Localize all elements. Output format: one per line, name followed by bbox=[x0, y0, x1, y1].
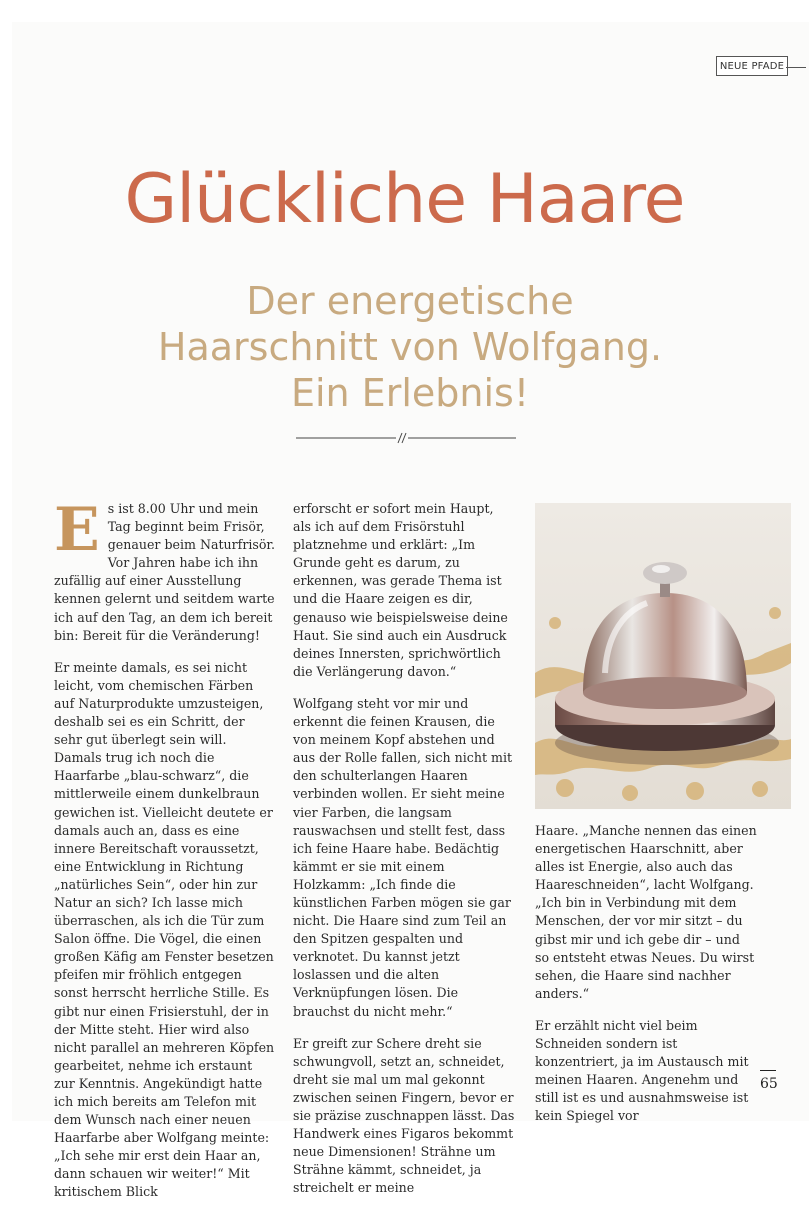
paragraph: erforscht er sofort mein Haupt, als ich auf dem Frisörstuhl platznehme und erklärt: „Im Grunde geht es darum, zu erkennen, was gerade Thema ist und die Haare zeigen es dir, genauso wie beispielsweise deine Haut. Sie sind auch ein Ausdruck deines Innersten, sprichwörtlich die Verlängerung davon.“ bbox=[293, 501, 508, 679]
service-bell-photo bbox=[535, 503, 791, 809]
paragraph: Er meinte damals, es sei nicht leicht, vom chemischen Färben auf Naturprodukte umzusteigen, deshalb sei es ein Schritt, der sehr gut überlegt sein will. Damals trug ich noch die Haarfarbe „blau-schwarz“, die mittlerweile einem dunkelbraun gewichen ist. Vielleicht deutete er damals auch an, dass es eine innere Bereitschaft voraussetzt, eine Entwicklung in Richtung „natürliches Sein“, oder hin zur Natur an sich? Ich lasse mich überraschen, als ich die Tür zum Salon öffne. Die Vögel, die einen großen Käfig am Fenster besetzen pfeifen mir fröhlich entgegen sonst herrscht herrliche Stille. Es gibt nur einen Frisierstuhl, der in der Mitte steht. Hier wird also nicht parallel an mehreren Köpfen gearbeitet, nehme ich erstaunt zur Kenntnis. Angekündigt hatte ich mich bereits am Telefon mit dem Wunsch nach einer neuen Haarfarbe aber Wolfgang meinte: „Ich sehe mir erst dein Haar an, dann schauen wir weiter!“ Mit kritischem Blick bbox=[54, 659, 275, 1200]
paragraph: Wolfgang steht vor mir und erkennt die feinen Krausen, die von meinem Kopf abstehen und aus der Rolle fallen, sich nicht mit den schulterlangen Haaren verbinden wollen. Er sieht meine vier Farben, die langsam rauswachsen und stellt fest, dass ich feine Haare habe. Bedächtig kämmt er sie mit einem Holzkamm: „Ich finde die künstlichen Farben mögen sie gar nicht. Die Haare sind zum Teil an den Spitzen gespalten und verknotet. Du kannst jetzt loslassen und die alten Verknüpfungen lösen. Die brauchst du nicht mehr.“ bbox=[293, 695, 513, 1019]
title-divider bbox=[296, 432, 516, 444]
text-column-2 bbox=[293, 500, 515, 1211]
section-tag-line bbox=[786, 67, 806, 68]
text-column-1 bbox=[54, 495, 276, 1216]
dropcap: E bbox=[54, 495, 100, 565]
article-subtitle: Der energetische Haarschnitt von Wolfgang. Ein Erlebnis! bbox=[157, 279, 663, 415]
article-title: Glückliche Haare bbox=[124, 160, 685, 239]
intro-paragraph: Es ist 8.00 Uhr und mein Tag beginnt beim Frisör, genauer beim Naturfrisör. Vor Jahren habe ich ihn zufällig auf einer Ausstellung kennen gelernt und seitdem warte ich auf den Tag, an dem ich bereit bin: Bereit für die Veränderung! bbox=[54, 495, 276, 643]
paragraph: Er erzählt nicht viel beim Schneiden sondern ist konzentriert, ja im Austausch mit meinen Haaren. Angenehm und still ist es und ausnahmsweise ist kein Spiegel vor bbox=[535, 1017, 749, 1124]
paragraph: Er greift zur Schere dreht sie schwungvoll, setzt an, schneidet, dreht sie mal um mal gekonnt zwischen seinen Fingern, bevor er sie präzise zuschnappen lässt. Das Handwerk eines Figaros bekommt neue Dimensionen! Strähne um Strähne kämmt, schneidet, ja streichelt er meine bbox=[293, 1035, 515, 1196]
text-column-3 bbox=[535, 822, 757, 1140]
page-number: 65 bbox=[760, 1076, 778, 1092]
page-number-rule bbox=[760, 1070, 776, 1071]
paragraph: Haare. „Manche nennen das einen energetischen Haarschnitt, aber alles ist Energie, also auch das Haareschneiden“, lacht Wolfgang. „Ich bin in Verbindung mit dem Menschen, der vor mir sitzt – du gibst mir und ich gebe dir – und so entsteht etwas Neues. Du wirst sehen, die Haare sind nachher anders.“ bbox=[535, 823, 757, 1001]
section-tag: NEUE PFADE bbox=[716, 56, 788, 76]
